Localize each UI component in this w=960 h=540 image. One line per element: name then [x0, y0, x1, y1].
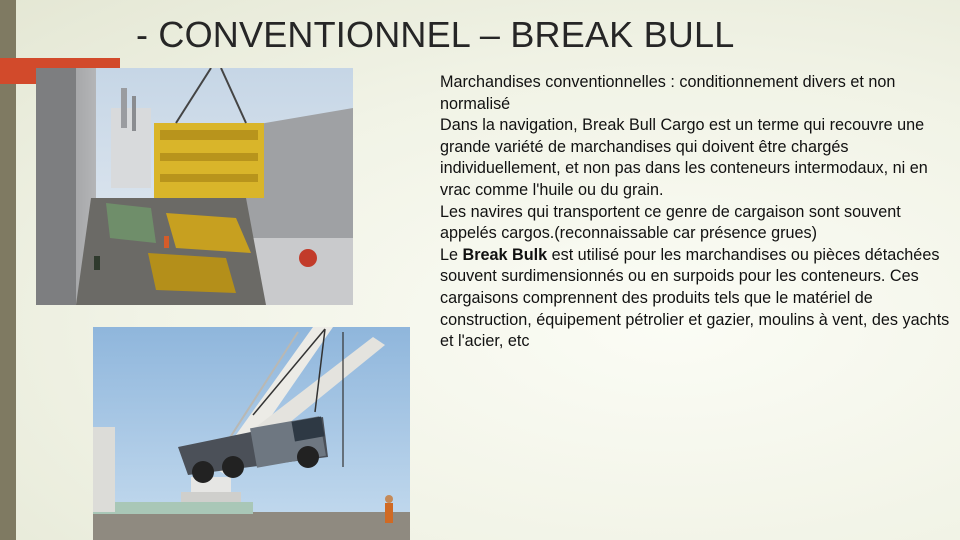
paragraph-2: Dans la navigation, Break Bull Cargo est un terme qui recouvre une grande variété de marchandises qui doivent être chargés individuellement, et non pas dans les conteneurs intermodaux, ni en vrac comme l'huile ou du grain. — [440, 116, 928, 199]
paragraph-4-suffix: est utilisé pour les marchandises ou pièces détachées souvent surdimensionnés ou en surpoids pour les conteneurs. Ces cargaisons comprennent des produits tels que le matériel de construction, équipement pétrolier et gazier, moulins à vent, des yachts et l'acier, etc — [440, 245, 950, 351]
paragraph-1: Marchandises conventionnelles : conditionnement divers et non normalisé — [440, 73, 896, 113]
paragraph-4-prefix: Le — [440, 245, 463, 264]
crane-truck-photo — [93, 327, 410, 540]
slide-title: - CONVENTIONNEL – BREAK BULL — [136, 14, 735, 55]
ship-hold-photo — [36, 68, 353, 305]
paragraph-4-bold-term: Break Bulk — [462, 245, 548, 264]
body-text — [440, 72, 952, 353]
paragraph-3: Les navires qui transportent ce genre de cargaison sont souvent appelés cargos.(reconnaissable car présence grues) — [440, 202, 901, 243]
paragraph-4 — [440, 245, 952, 353]
